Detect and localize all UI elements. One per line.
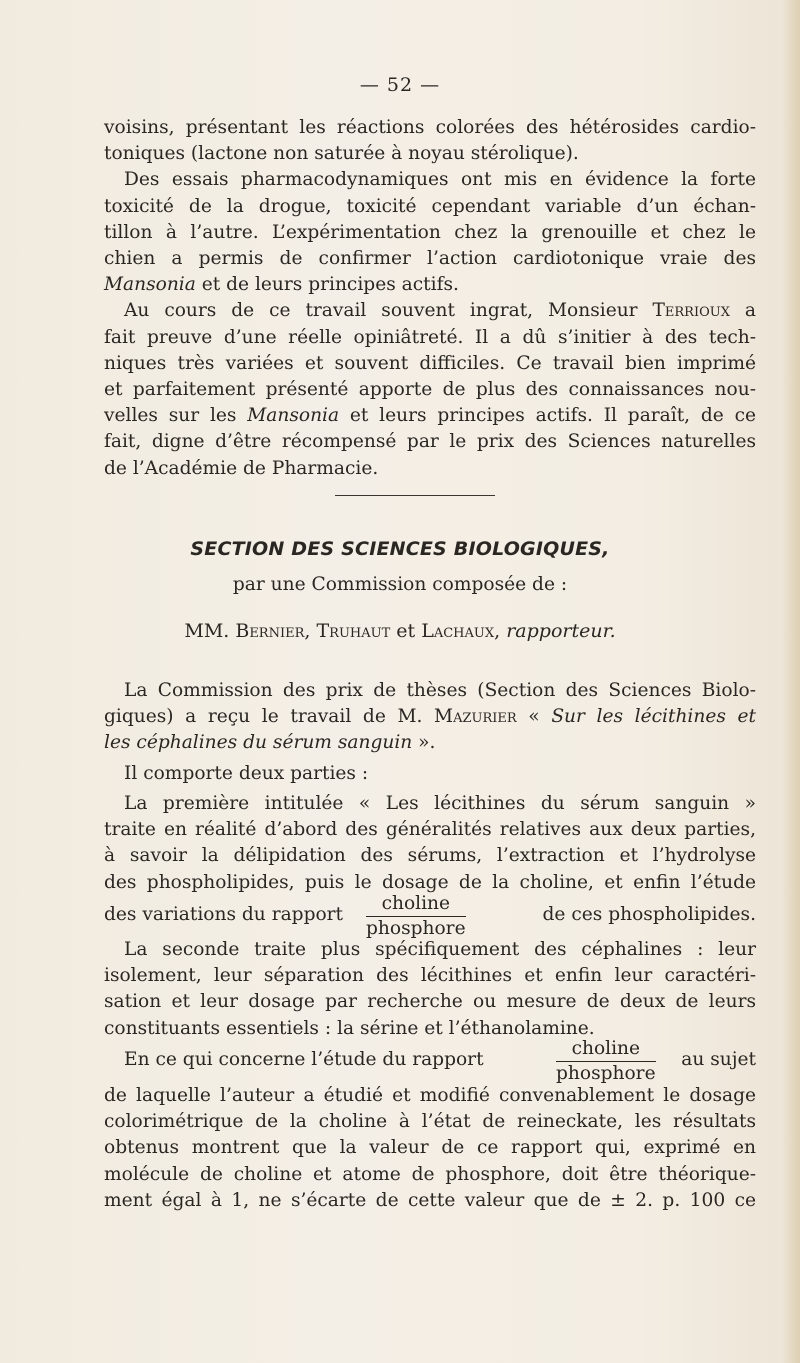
text-line: colorimétrique de la choline à l’état de reineckate, les résultats (104, 1111, 756, 1133)
opening-paragraphs (104, 115, 756, 482)
thesis-title: les céphalines du sérum sanguin (104, 732, 413, 754)
page-edge-shading (782, 0, 800, 1363)
text-line: Au cours de ce travail souvent ingrat, Monsieur Terrioux a (124, 300, 756, 322)
text-line: constituants essentiels : la sérine et l’éthanolamine. (104, 1017, 595, 1039)
thesis-title: Sur les lécithines et (551, 706, 756, 728)
part-one-paragraph (104, 791, 756, 896)
text-line: de laquelle l’auteur a étudié et modifié convenablement le dosage (104, 1085, 756, 1106)
commission-line: par une Commission composée de : (232, 574, 568, 595)
author-name: Terrioux (652, 300, 730, 322)
intro-paragraph (104, 678, 756, 757)
results-paragraph (104, 1083, 756, 1214)
text-line: traite en réalité d’abord des généralités relatives aux deux parties, (104, 819, 756, 841)
text-line: Des essais pharmacodynamiques ont mis en évidence la forte (124, 169, 756, 191)
text-line: chien a permis de confirmer l’action cardiotonique vraie des (104, 248, 756, 270)
text-line: sation et leur dosage par recherche ou mesure de deux de leurs (104, 991, 756, 1013)
text-line: voisins, présentant les réactions colorées des hétérosides cardio- (104, 117, 756, 138)
members-line: MM. Bernier, Truhaut et Lachaux, rapporteur. (184, 620, 616, 642)
text-line: ment égal à 1, ne s’écarte de cette valeur que de ± 2. p. 100 ce (104, 1189, 756, 1211)
fraction-denominator: phosphore (556, 1063, 656, 1084)
text-line: niques très variées et souvent difficiles. Ce travail bien imprimé (104, 352, 756, 374)
text-line: les céphalines du sérum sanguin ». (104, 732, 436, 754)
fraction-denominator: phosphore (366, 918, 466, 939)
text-line: velles sur les Mansonia et leurs principes actifs. Il paraît, de ce (104, 405, 757, 427)
text-line: fait preuve d’une réelle opiniâtreté. Il a dû s’initier à des tech- (104, 326, 756, 348)
fraction-numerator: choline (366, 893, 466, 917)
fraction-numerator: choline (556, 1038, 656, 1062)
page-number: — 52 — (359, 74, 441, 96)
text-line: La Commission des prix de thèses (Section des Sciences Biolo- (124, 680, 756, 701)
text-line: toxicité de la drogue, toxicité cependant variable d’un échan- (104, 195, 756, 217)
section-divider (335, 495, 495, 496)
ratio-line: des variations du rapport choline phosphore de ces phospholipides. (104, 893, 756, 939)
text-line: tillon à l’autre. L’expérimentation chez la grenouille et chez le (104, 221, 756, 243)
text-line: à savoir la délipidation des sérums, l’extraction et l’hydrolyse (104, 845, 756, 867)
text-line: toniques (lactone non saturée à noyau stérolique). (104, 143, 579, 165)
text-line: molécule de choline et atome de phosphore, doit être théorique- (104, 1163, 756, 1185)
thesis-author: Mazurier (434, 706, 517, 728)
ratio-line: En ce qui concerne l’étude du rapport choline phosphore au sujet (124, 1038, 756, 1084)
rapporteur-label: rapporteur. (506, 620, 616, 642)
text-line: La première intitulée « Les lécithines du sérum sanguin » (124, 793, 756, 814)
text-line: des phospholipides, puis le dosage de la choline, et enfin l’étude (104, 871, 756, 893)
text-line: obtenus montrent que la valeur de ce rapport qui, exprimé en (104, 1137, 756, 1159)
text-line: et parfaitement présenté apporte de plus des connaissances nou- (104, 379, 756, 401)
member-name: Truhaut (316, 620, 391, 642)
parts-paragraph (104, 761, 756, 787)
text-line: giques) a reçu le travail de M. Mazurier « Sur les lécithines et (104, 706, 756, 728)
text-line: isolement, leur séparation des lécithines et enfin leur caractéri- (104, 965, 756, 987)
member-name: Bernier (235, 620, 305, 642)
section-title: SECTION DES SCIENCES BIOLOGIQUES, (190, 538, 610, 560)
text-line: fait, digne d’être récompensé par le prix des Sciences naturelles (104, 431, 756, 453)
genus-name: Mansonia (247, 405, 340, 427)
genus-name: Mansonia (104, 274, 196, 296)
text-line: de l’Académie de Pharmacie. (104, 457, 379, 479)
text-line: Il comporte deux parties : (124, 763, 369, 784)
member-name: Lachaux (421, 620, 495, 642)
ratio-fraction (556, 1038, 656, 1085)
ratio-fraction (366, 893, 466, 940)
text-line: La seconde traite plus spécifiquement des céphalines : leur (124, 939, 756, 960)
text-line: Mansonia et de leurs principes actifs. (104, 274, 459, 296)
part-two-paragraph (104, 937, 756, 1042)
